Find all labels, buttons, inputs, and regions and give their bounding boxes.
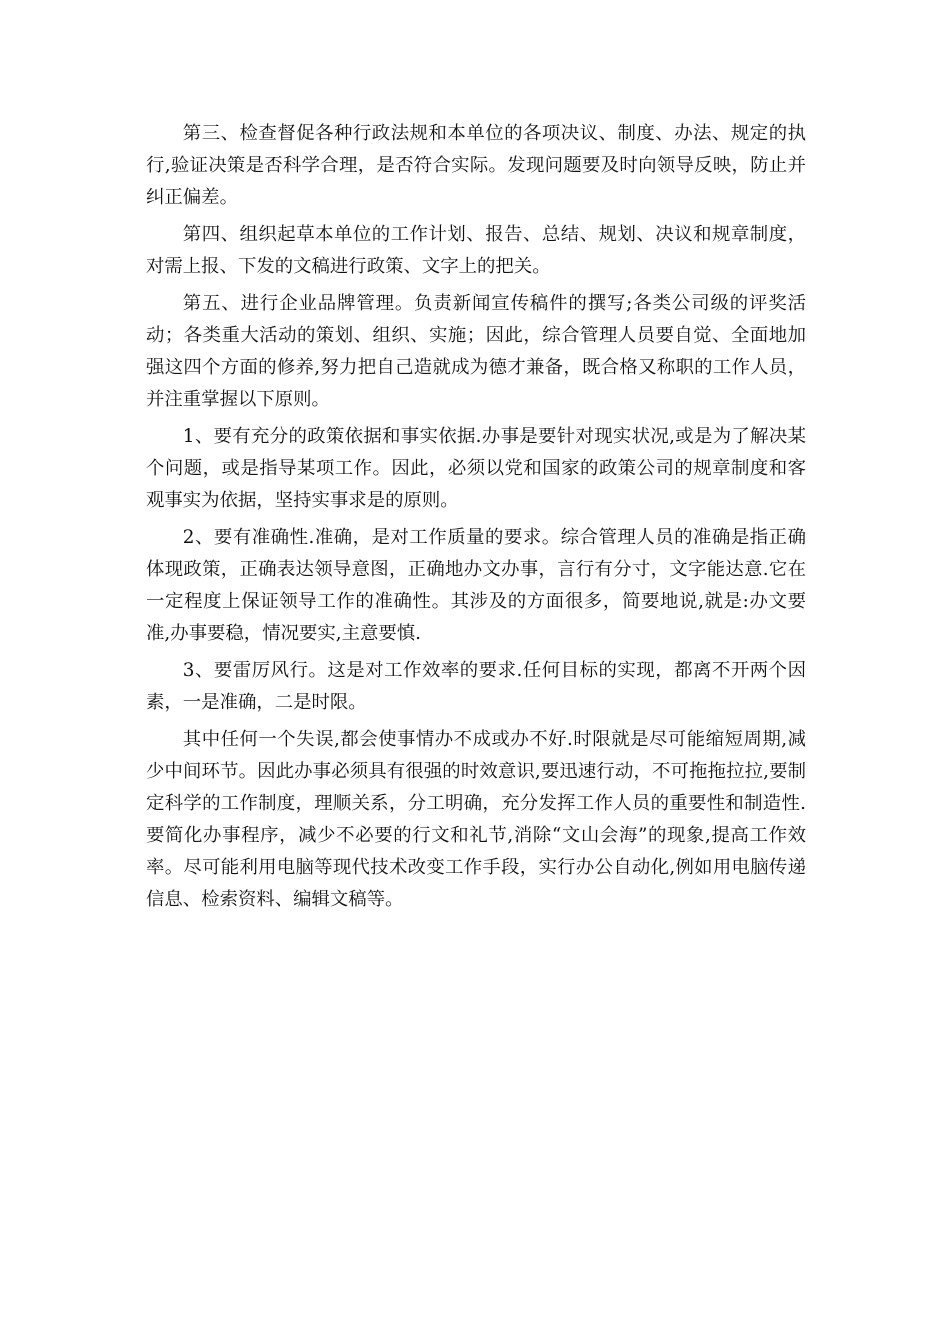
paragraph-principle-1: 1、要有充分的政策依据和事实依据.办事是要针对现实状况,或是为了解决某个问题，或是指导某项工作。因此，必须以党和国家的政策公司的规章制度和客观事实为依据，坚持实事求是的原则。 [146,426,806,511]
paragraph-principle-2: 2、要有准确性.准确，是对工作质量的要求。综合管理人员的准确是指正确体现政策，正确表达领导意图，正确地办文办事，言行有分寸，文字能达意.它在一定程度上保证领导工作的准确性。其涉及的方面很多，简要地说,就是:办文要准,办事要稳，情况要实,主意要慎. [146,527,806,644]
paragraph-principle-3: 3、要雷厉风行。这是对工作效率的要求.任何目标的实现，都离不开两个因素，一是准确，二是时限。 [146,660,806,713]
paragraph-item-3: 第三、检查督促各种行政法规和本单位的各项决议、制度、办法、规定的执行,验证决策是否科学合理，是否符合实际。发现问题要及时向领导反映，防止并纠正偏差。 [146,123,806,208]
paragraph-item-5: 第五、进行企业品牌管理。负责新闻宣传稿件的撰写;各类公司级的评奖活动；各类重大活动的策划、组织、实施；因此，综合管理人员要自觉、全面地加强这四个方面的修养,努力把自己造就成为德才兼备，既合格又称职的工作人员，并注重掌握以下原则。 [146,293,806,410]
paragraph-time-limit: 其中任何一个失误,都会使事情办不成或办不好.时限就是尽可能缩短周期,减少中间环节。因此办事必须具有很强的时效意识,要迅速行动，不可拖拖拉拉,要制定科学的工作制度，理顺关系，分工明确，充分发挥工作人员的重要性和制造性.要简化办事程序，减少不必要的行文和礼节,消除“文山会海”的现象,提高工作效率。尽可能利用电脑等现代技术改变工作手段，实行办公自动化,例如用电脑传递信息、检索资料、编辑文稿等。 [146,729,806,910]
paragraph-item-4: 第四、组织起草本单位的工作计划、报告、总结、规划、决议和规章制度，对需上报、下发的文稿进行政策、文字上的把关。 [146,224,806,277]
document-page [146,118,806,921]
